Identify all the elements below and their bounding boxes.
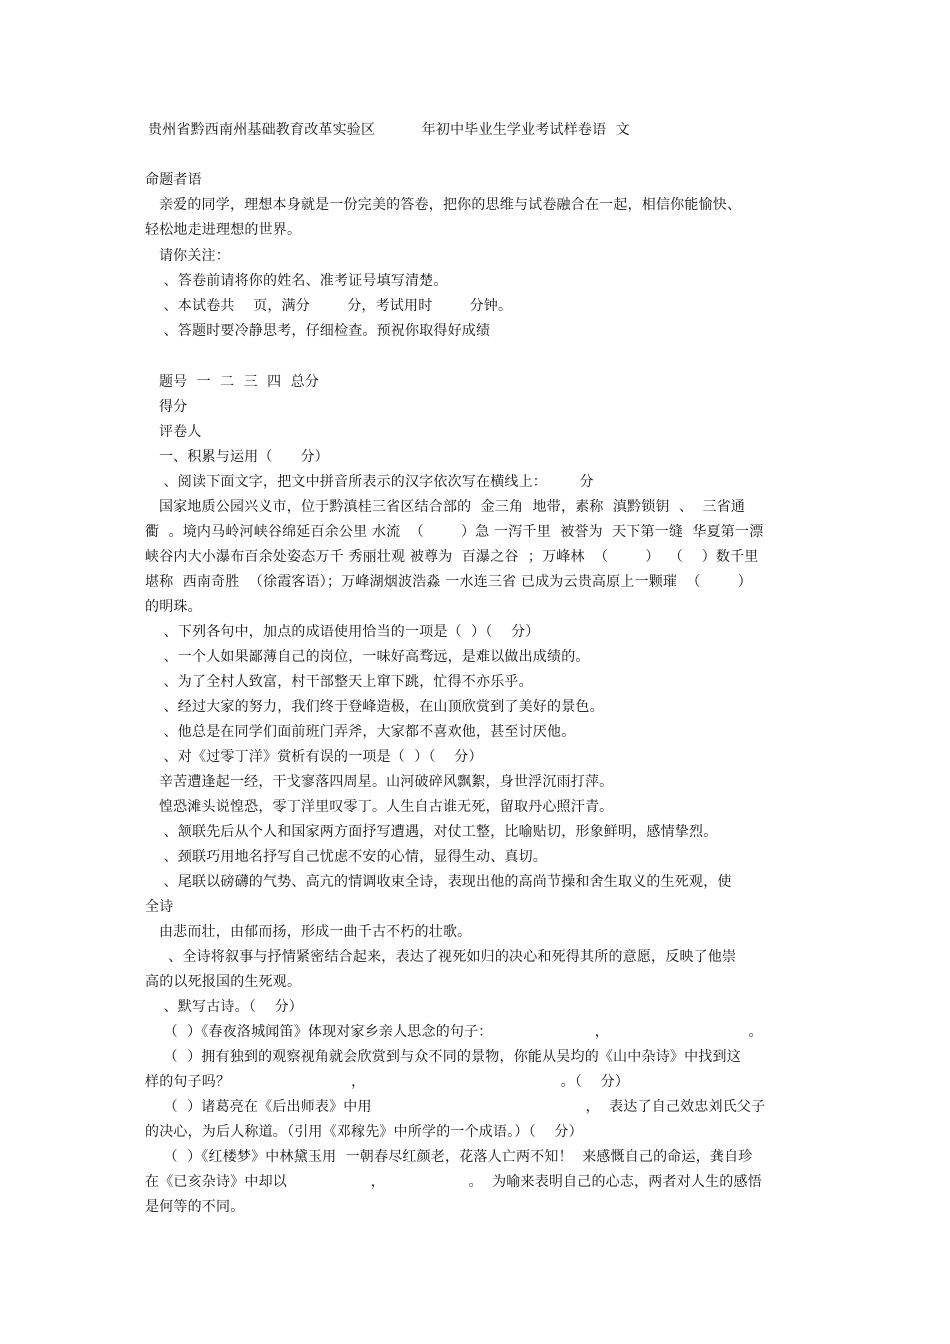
intro-body-line-2: 轻松地走进理想的世界。 bbox=[145, 222, 302, 238]
question-3-prompt: 、对《过零丁洋》赏析有误的一项是（ ）（ 分） bbox=[145, 749, 483, 765]
intro-body-line-1: 亲爱的同学，理想本身就是一份完美的答卷，把你的思维与试卷融合在一起，相信你能愉快、 bbox=[145, 197, 742, 213]
question-4-item: 样的句子吗？ ， 。（ 分） bbox=[145, 1074, 630, 1090]
question-1-passage-line: 衢 。境内马岭河峡谷绵延百余公里 水流 （ ）急 一泻千里 被誉为 天下第一缝 华夏第一漂 bbox=[145, 524, 764, 540]
question-3-option: 由悲而壮，由郁而扬，形成一曲千古不朽的壮歌。 bbox=[145, 924, 472, 940]
score-table-header: 题号 一 二 三 四 总分 bbox=[145, 374, 320, 390]
question-3-poem-line: 辛苦遭逢起一经，干戈寥落四周星。山河破碎风飘絮，身世浮沉雨打萍。 bbox=[145, 774, 614, 790]
question-3-option: 、全诗将叙事与抒情紧密结合起来，表达了视死如归的决心和死得其所的意愿，反映了他崇 bbox=[145, 949, 737, 965]
question-1-prompt: 、阅读下面文字，把文中拼音所表示的汉字依次写在横线上： 分 bbox=[145, 474, 594, 490]
question-4-item: （ ）《春夜洛城闻笛》体现对家乡亲人思念的句子： ， 。 bbox=[145, 1024, 763, 1040]
question-4-item: （ ）诸葛亮在《后出师表》中用 ， 表达了自己效忠刘氏父子 bbox=[145, 1099, 766, 1115]
question-2-option: 、经过大家的努力，我们终于登峰造极，在山顶欣赏到了美好的景色。 bbox=[145, 699, 604, 715]
question-3-option: 、颈联巧用地名抒写自己忧虑不安的心情，显得生动、真切。 bbox=[145, 849, 547, 865]
score-table-row-score: 得分 bbox=[145, 399, 188, 415]
note-2: 、本试卷共 页，满分 分，考试用时 分钟。 bbox=[145, 298, 513, 314]
question-4-item: 是何等的不同。 bbox=[145, 1199, 245, 1215]
question-2-prompt: 、下列各句中，加点的成语使用恰当的一项是（ ）（ 分） bbox=[145, 624, 540, 640]
attention-heading: 请你关注： bbox=[145, 248, 230, 264]
question-2-option: 、他总是在同学们面前班门弄斧，大家都不喜欢他，甚至讨厌他。 bbox=[145, 724, 576, 740]
question-1-passage-line: 峡谷内大小瀑布百余处姿态万千 秀丽壮观 被尊为 百瀑之谷 ；万峰林 （ ） （ ）数千里 bbox=[145, 549, 759, 565]
question-3-option: 全诗 bbox=[145, 899, 174, 915]
question-1-passage-line: 的明珠。 bbox=[145, 599, 202, 615]
question-3-option: 、颔联先后从个人和国家两方面抒写遭遇，对仗工整，比喻贴切，形象鲜明，感情挚烈。 bbox=[145, 824, 718, 840]
section-1-heading: 一、积累与运用（ 分） bbox=[145, 449, 329, 465]
question-4-item: 在《已亥杂诗》中却以 ， 。 为喻来表明自己的心志，两者对人生的感悟 bbox=[145, 1174, 762, 1190]
score-table-row-grader: 评卷人 bbox=[145, 424, 202, 440]
exam-title: 贵州省黔西南州基础教育改革实验区 年初中毕业生学业考试样卷语 文 bbox=[148, 122, 630, 138]
question-4-item: 的决心，为后人称道。（引用《邓稼先》中所学的一个成语。）（ 分） bbox=[145, 1124, 583, 1140]
question-4-item: （ ）拥有独到的观察视角就会欣赏到与众不同的景物，你能从吴均的《山中杂诗》中找到这 bbox=[145, 1049, 741, 1065]
question-2-option: 、一个人如果鄙薄自己的岗位，一味好高骛远，是难以做出成绩的。 bbox=[145, 649, 590, 665]
question-1-passage-line: 国家地质公园兴义市，位于黔滇桂三省区结合部的 金三角 地带，素称 滇黔锁钥 、 三省通 bbox=[145, 499, 746, 515]
question-4-prompt: 、默写古诗。（ 分） bbox=[145, 999, 304, 1015]
question-3-poem-line: 惶恐滩头说惶恐，零丁洋里叹零丁。人生自古谁无死，留取丹心照汗青。 bbox=[145, 799, 614, 815]
note-1: 、答卷前请将你的姓名、准考证号填写清楚。 bbox=[145, 273, 448, 289]
question-3-option: 、尾联以磅礴的气势、高亢的情调收束全诗，表现出他的高尚节操和舍生取义的生死观，使 bbox=[145, 874, 732, 890]
question-3-option: 高的以死报国的生死观。 bbox=[145, 974, 302, 990]
intro-heading: 命题者语 bbox=[145, 172, 202, 188]
question-1-passage-line: 堪称 西南奇胜 （徐霞客语）；万峰湖烟波浩淼 一水连三省 已成为云贵高原上一颗璀 （ ） bbox=[145, 574, 753, 590]
note-3: 、答题时要冷静思考，仔细检查。预祝你取得好成绩 bbox=[145, 323, 491, 339]
question-4-item: （ ）《红楼梦》中林黛玉用 一朝春尽红颜老，花落人亡两不知！ 来感慨自己的命运，龚自珍 bbox=[145, 1149, 753, 1165]
question-2-option: 、为了全村人致富，村干部整天上窜下跳，忙得不亦乐乎。 bbox=[145, 674, 533, 690]
